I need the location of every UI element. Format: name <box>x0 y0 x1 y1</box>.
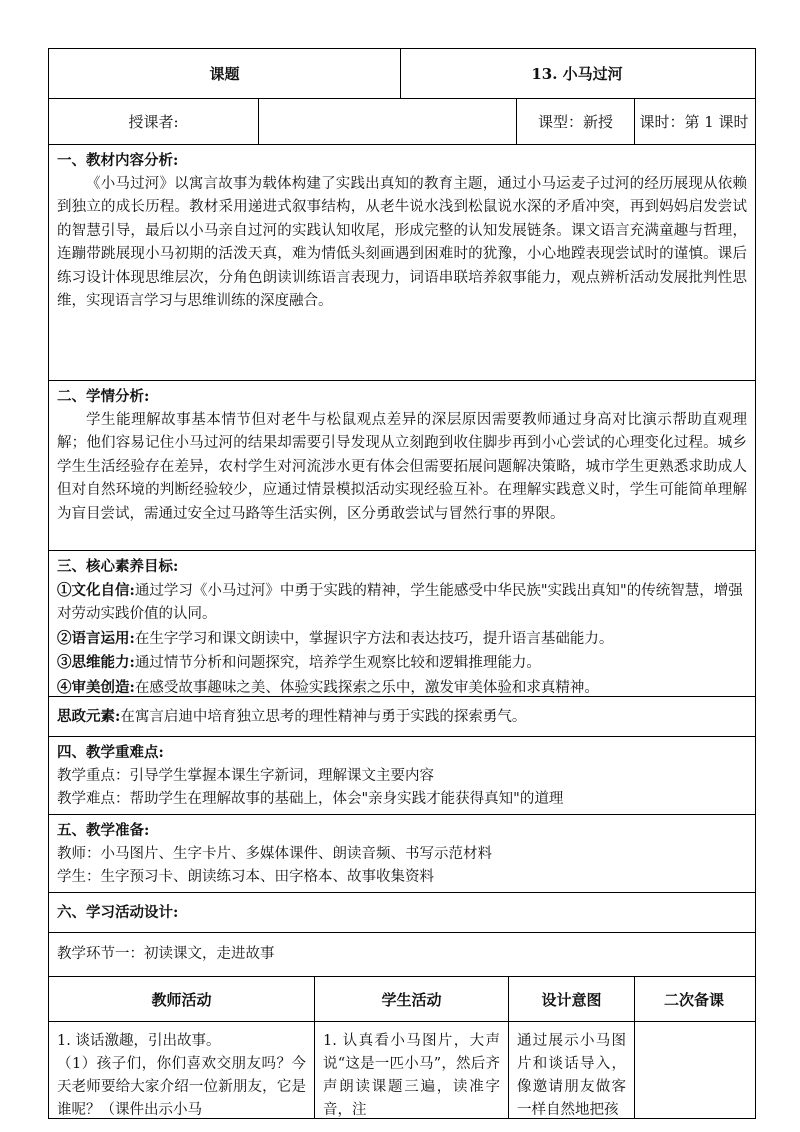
topic-value: 13. 小马过河 <box>531 65 623 83</box>
section-body: 《小马过河》以寓言故事为载体构建了实践出真知的教育主题，通过小马运麦子过河的经历展现从依赖到独立的成长历程。教材采用递进式叙事结构，从老牛说水浅到松鼠说水深的矛盾冲突，再到妈妈启发尝试的智慧引导，最后以小马亲自过河的实践认知收尾，形成完整的认知发展链条。课文语言充满童趣与哲理，连蹦带跳展现小马初期的活泼天真，难为情低头刻画遇到困难时的犹豫，小心地蹚表现尝试时的谨慎。课后练习设计体现思维层次，分角色朗读训练语言表现力，词语串联培养叙事能力，观点辨析活动发展批判性思维，实现语言学习与思维训练的深度融合。 <box>57 175 747 309</box>
section-activities <box>49 893 755 933</box>
activity-table-header <box>49 977 755 1022</box>
stage-label: 教学环节一：初读课文，走进故事 <box>57 946 275 962</box>
student-activity-cell: 1. 认真看小马图片，大声说“这是一匹小马”，然后齐声朗读课题三遍，读准字音，注 <box>315 1022 509 1118</box>
second-prep-cell <box>635 1022 753 1118</box>
goal-item: ③思维能力:通过情节分析和问题探究，培养学生观察比较和逻辑推理能力。 <box>57 654 541 671</box>
goal-item: ④审美创造:在感受故事趣味之美、体验实践探索之乐中，激发审美体验和求真精神。 <box>57 678 599 696</box>
section-title: 四、教学重难点: <box>57 744 164 761</box>
lesson-plan-table <box>48 48 756 1119</box>
goal-item: ①文化自信:通过学习《小马过河》中勇于实践的精神，学生能感受中华民族"实践出真知"的传统智慧，增强对劳动实践价值的认同。 <box>57 581 743 622</box>
col-teacher-activity: 教师活动 <box>49 977 315 1021</box>
section-title: 五、教学准备: <box>57 822 150 839</box>
teaching-stage <box>49 933 755 977</box>
section-textbook-analysis <box>49 145 755 381</box>
section-body: 学生能理解故事基本情节但对老牛与松鼠观点差异的深层原因需要教师通过身高对比演示帮助直观理解；他们容易记住小马过河的结果却需要引导发现从立刻跑到收住脚步再到小心尝试的心理变化过程。城乡学生生活经验存在差异，农村学生对河流涉水更有体会但需要拓展问题解决策略，城市学生更熟悉求助成人但对自然环境的判断经验较少，应通过情景模拟活动实现经验互补。在理解实践意义时，学生可能简单理解为盲目尝试，需通过安全过马路等生活实例，区分勇敢尝试与冒然行事的界限。 <box>57 411 747 522</box>
teacher-name <box>259 99 517 144</box>
section-title: 二、学情分析: <box>57 388 150 405</box>
section-core-goals <box>49 551 755 697</box>
lesson-hours: 课时：第 1 课时 <box>639 113 749 131</box>
teacher-label: 授课者: <box>49 99 259 144</box>
difficulty-line: 教学难点：帮助学生在理解故事的基础上，体会"亲身实践才能获得真知"的道理 <box>57 791 564 807</box>
teacher-prep-line: 教师：小马图片、生字卡片、多媒体课件、朗读音频、书写示范材料 <box>57 845 492 862</box>
ideology-label: 思政元素: <box>57 708 121 725</box>
lesson-plan-page <box>48 48 754 1119</box>
section-title: 一、教材内容分析: <box>57 152 179 169</box>
col-second-prep: 二次备课 <box>663 990 724 1009</box>
section-ideology <box>49 697 755 737</box>
section-key-points <box>49 737 755 815</box>
col-student-activity: 学生活动 <box>315 977 509 1021</box>
section-preparation <box>49 815 755 893</box>
activity-table-row <box>49 1022 755 1119</box>
section-title: 三、核心素养目标: <box>57 558 179 575</box>
lesson-type: 课型：新授 <box>517 99 635 144</box>
topic-row <box>49 49 755 99</box>
teacher-activity-cell: 1. 谈话激趣，引出故事。 （1）孩子们，你们喜欢交朋友吗？今天老师要给大家介绍一位新朋友，它是谁呢？（课件出示小马 <box>49 1022 315 1118</box>
student-prep-line: 学生：生字预习卡、朗读练习本、田字格本、故事收集资料 <box>57 869 434 885</box>
design-intent-cell: 通过展示小马图片和谈话导入，像邀请朋友做客一样自然地把孩 <box>509 1022 635 1118</box>
goal-item: ②语言运用:在生字学习和课文朗读中，掌握识字方法和表达技巧，提升语言基础能力。 <box>57 629 614 647</box>
ideology-text: 在寓言启迪中培育独立思考的理性精神与勇于实践的探索勇气。 <box>120 709 527 725</box>
topic-label: 课题 <box>49 49 401 98</box>
section-title: 六、学习活动设计: <box>57 904 179 921</box>
meta-row <box>49 99 755 145</box>
col-design-intent: 设计意图 <box>509 977 635 1021</box>
section-learner-analysis <box>49 381 755 551</box>
key-point-line: 教学重点：引导学生掌握本课生字新词，理解课文主要内容 <box>57 767 434 784</box>
